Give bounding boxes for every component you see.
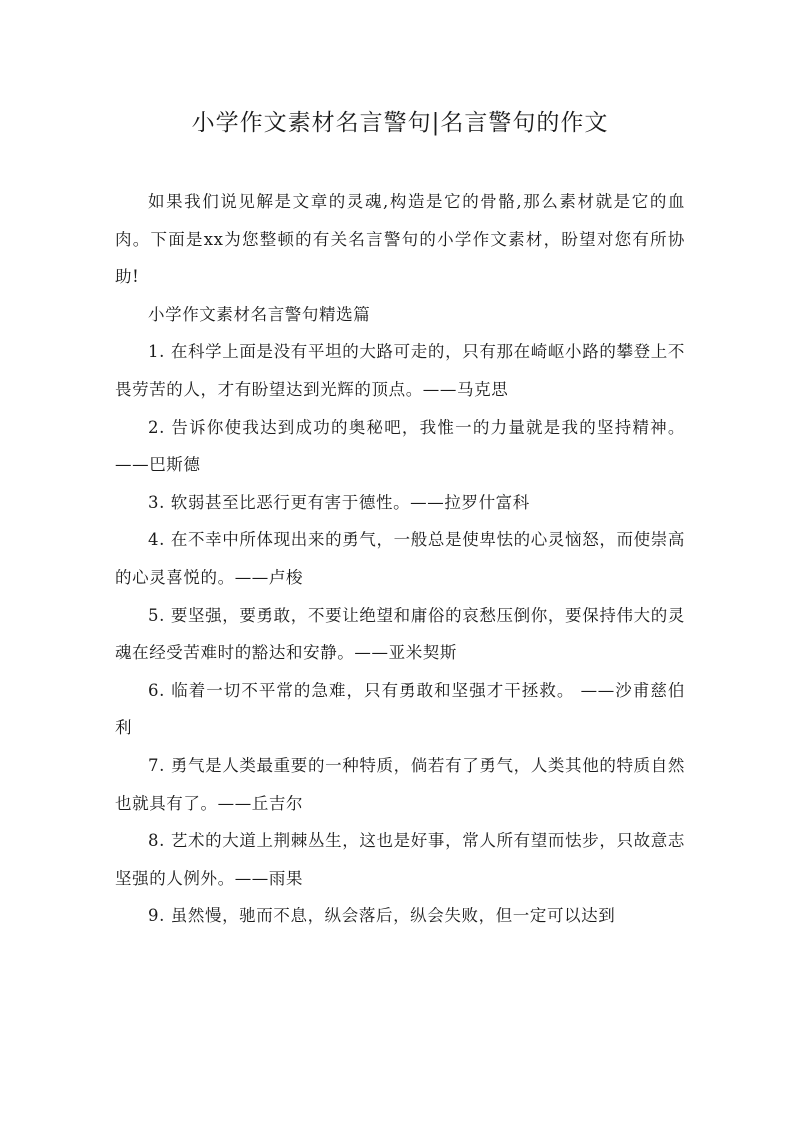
quote-item: 1. 在科学上面是没有平坦的大路可走的，只有那在崎岖小路的攀登上不畏劳苦的人，才有盼望达到光辉的顶点。——马克思 xyxy=(115,342,685,399)
intro-paragraph: 如果我们说见解是文章的灵魂,构造是它的骨骼,那么素材就是它的血肉。下面是xx为您整顿的有关名言警句的小学作文素材，盼望对您有所协助! xyxy=(115,192,685,287)
quote-item: 6. 临着一切不平常的急难，只有勇敢和坚强才干拯救。 ——沙甫慈伯利 xyxy=(115,680,685,738)
quote-item: 9. 虽然慢，驰而不息，纵会落后，纵会失败，但一定可以达到 xyxy=(148,906,616,926)
section-heading: 小学作文素材名言警句精选篇 xyxy=(148,304,371,324)
quote-item: 2. 告诉你使我达到成功的奥秘吧，我惟一的力量就是我的坚持精神。——巴斯德 xyxy=(115,417,685,475)
quote-item: 3. 软弱甚至比恶行更有害于德性。——拉罗什富科 xyxy=(148,492,530,512)
quote-item: 7. 勇气是人类最重要的一种特质，倘若有了勇气，人类其他的特质自然也就具有了。——丘吉尔 xyxy=(115,755,685,813)
quote-item: 8. 艺术的大道上荆棘丛生，这也是好事，常人所有望而怯步，只故意志坚强的人例外。——雨果 xyxy=(115,831,685,888)
quote-item: 5. 要坚强，要勇敢，不要让绝望和庸俗的哀愁压倒你，要保持伟大的灵魂在经受苦难时的豁达和安静。——亚米契斯 xyxy=(115,605,685,663)
document-title: 小学作文素材名言警句|名言警句的作文 xyxy=(191,110,609,136)
document-body xyxy=(115,183,685,935)
quote-item: 4. 在不幸中所体现出来的勇气，一般总是使卑怯的心灵恼怒，而使崇高的心灵喜悦的。——卢梭 xyxy=(115,530,685,587)
